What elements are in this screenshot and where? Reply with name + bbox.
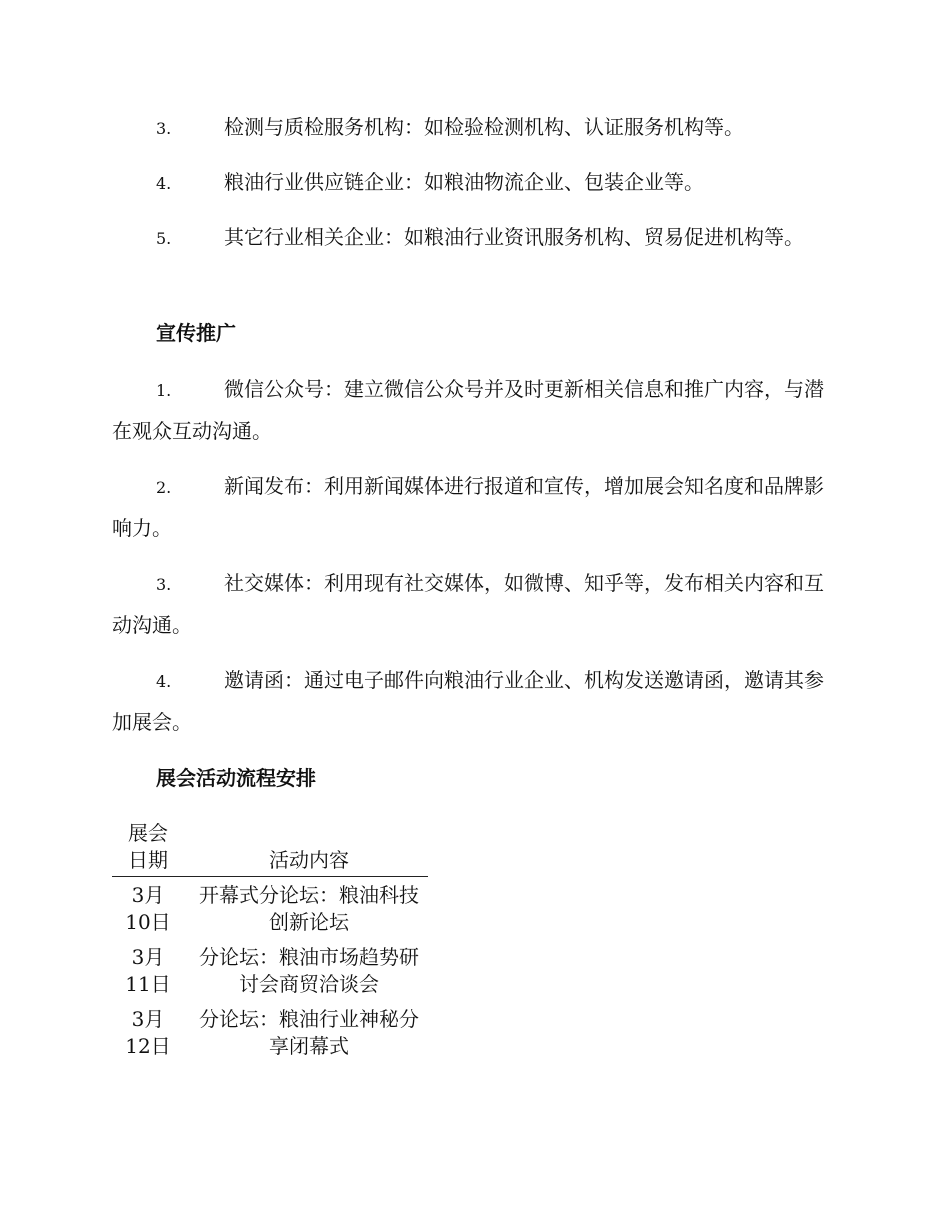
row-activity-text: 分论坛：粮油市场趋势研讨会商贸洽谈会 [199, 945, 419, 996]
list-text: 社交媒体：利用现有社交媒体，如微博、知乎等，发布相关内容和互动沟通。 [112, 571, 824, 637]
row-date-text: 3月12日 [125, 1007, 171, 1058]
list-item-press-release [112, 466, 834, 549]
list-number: 3. [156, 575, 172, 594]
list-item-wechat [112, 369, 834, 452]
list-text: 邀请函：通过电子邮件向粮油行业企业、机构发送邀请函，邀请其参加展会。 [112, 668, 824, 734]
list-number: 4. [156, 174, 172, 193]
list-item-invitation [112, 660, 834, 743]
list-item-testing-agencies [112, 107, 834, 149]
section-heading-promotion: 宣传推广 [156, 321, 236, 345]
list-item-other-enterprises [112, 217, 834, 259]
header-date-label: 展会日期 [128, 821, 168, 872]
table-row [112, 939, 428, 1001]
list-item-social-media [112, 563, 834, 646]
row-date [112, 939, 184, 1001]
row-date-text: 3月10日 [125, 883, 171, 934]
row-date-text: 3月11日 [125, 945, 171, 996]
header-activity-label: 活动内容 [269, 848, 349, 872]
table-row [112, 1001, 428, 1063]
list-number: 3. [156, 119, 172, 138]
row-activity [184, 939, 428, 1001]
row-activity [184, 1001, 428, 1063]
row-date [112, 1001, 184, 1063]
header-date [112, 820, 184, 877]
row-activity [184, 877, 428, 940]
table-header-row [112, 820, 428, 877]
list-number: 5. [156, 229, 172, 248]
list-number: 4. [156, 672, 172, 691]
list-text: 粮油行业供应链企业：如粮油物流企业、包装企业等。 [224, 170, 704, 194]
row-date [112, 877, 184, 940]
list-number: 2. [156, 478, 172, 497]
section-heading-schedule: 展会活动流程安排 [156, 766, 316, 790]
list-text: 其它行业相关企业：如粮油行业资讯服务机构、贸易促进机构等。 [224, 225, 804, 249]
schedule-table [112, 820, 428, 1063]
header-activity [184, 820, 428, 877]
list-text: 检测与质检服务机构：如检验检测机构、认证服务机构等。 [224, 115, 744, 139]
list-item-supply-chain [112, 162, 834, 204]
table-row [112, 877, 428, 940]
row-activity-text: 开幕式分论坛：粮油科技创新论坛 [199, 883, 419, 934]
list-text: 新闻发布：利用新闻媒体进行报道和宣传，增加展会知名度和品牌影响力。 [112, 474, 824, 540]
list-number: 1. [156, 381, 172, 400]
row-activity-text: 分论坛：粮油行业神秘分享闭幕式 [199, 1007, 419, 1058]
list-text: 微信公众号：建立微信公众号并及时更新相关信息和推广内容，与潜在观众互动沟通。 [112, 377, 824, 443]
